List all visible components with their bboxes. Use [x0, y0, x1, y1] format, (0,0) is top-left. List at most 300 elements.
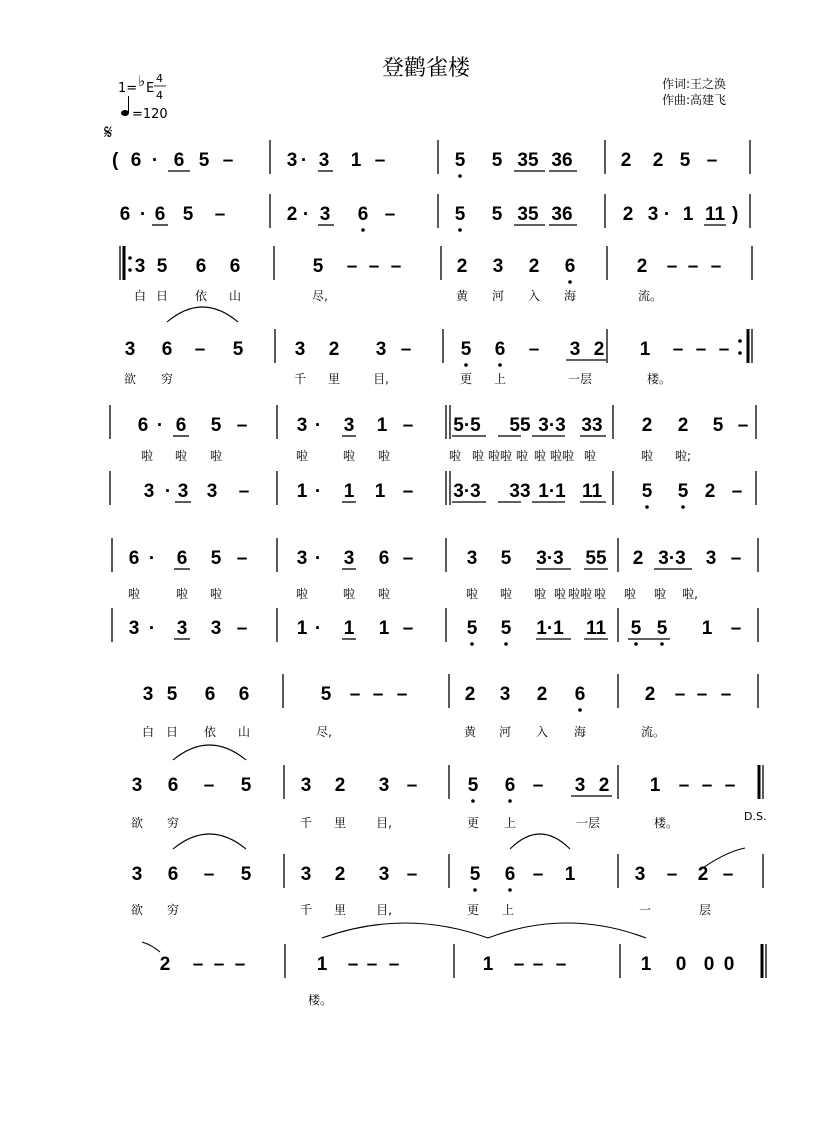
lyric: 啦, [682, 587, 698, 601]
octave-dot [508, 888, 512, 892]
note: 3 [300, 775, 312, 796]
dash-note: – [695, 339, 707, 360]
note: 3 [300, 864, 312, 885]
quarter-note-icon [121, 96, 129, 116]
note: 1 [639, 339, 651, 360]
note: 6 [238, 684, 250, 705]
note: 3 [176, 618, 188, 639]
note: 36 [551, 150, 573, 171]
note: 1 [378, 618, 390, 639]
note: 5 [320, 684, 332, 705]
lyric: 流。 [637, 289, 663, 303]
note: 3 [296, 415, 308, 436]
note: 6 [357, 204, 369, 225]
note: 6 [119, 204, 131, 225]
lyric: 楼。 [653, 816, 679, 830]
octave-dot [645, 505, 649, 509]
lyric: 上 [503, 816, 517, 830]
score-row [120, 194, 750, 232]
repeat-dot [128, 256, 132, 260]
note: 3 [492, 256, 504, 277]
lyric: 欲 [130, 903, 144, 917]
close-paren: ) [732, 204, 739, 225]
dash-note: – [722, 864, 734, 885]
note: 5 [454, 150, 466, 171]
note: 11 [704, 204, 726, 225]
note: 3 [206, 481, 218, 502]
dash-note: – [374, 150, 386, 171]
dot-note: · [300, 150, 308, 171]
dot-note: · [314, 618, 322, 639]
octave-dot [458, 174, 462, 178]
lyric: 啦 [377, 587, 391, 601]
song-title: 登鹳雀楼 [381, 56, 471, 81]
score-row [131, 745, 763, 830]
lyric: 啦 [209, 449, 223, 463]
note: 2 [620, 150, 632, 171]
dash-note: – [372, 684, 384, 705]
dash-note: – [192, 954, 204, 975]
dash-note: – [513, 954, 525, 975]
dot-note: · [314, 481, 322, 502]
note: 1 [482, 954, 494, 975]
note: 2 [528, 256, 540, 277]
note: 5 [679, 150, 691, 171]
note: 3 [124, 339, 136, 360]
lyric: 一层 [575, 816, 601, 830]
lyric: 啦 [640, 449, 654, 463]
dot-note: · [139, 204, 147, 225]
dash-note: – [347, 954, 359, 975]
note: 5 [500, 548, 512, 569]
octave-dot [464, 363, 468, 367]
score-row [131, 834, 763, 917]
lyric: 啦 [140, 449, 154, 463]
note: 3 [134, 256, 146, 277]
lyric: 千 [299, 816, 313, 830]
note: 2 [677, 415, 689, 436]
dash-note: – [666, 256, 678, 277]
lyric: 啦 [175, 587, 189, 601]
dash-note: – [402, 548, 414, 569]
lyric: 啦 [174, 449, 188, 463]
note: 2 [632, 548, 644, 569]
note: 5 [240, 775, 252, 796]
score-row [120, 246, 752, 303]
dash-note: – [674, 684, 686, 705]
note: 3 [343, 415, 355, 436]
note: 0 [703, 954, 715, 975]
dash-note: – [213, 954, 225, 975]
note: 3·3 [658, 548, 686, 569]
dash-note: – [238, 481, 250, 502]
time-signature-bottom: 4 [156, 89, 163, 102]
note: 0 [723, 954, 735, 975]
note: 3 [569, 339, 581, 360]
note: 5 [469, 864, 481, 885]
note: 3 [142, 684, 154, 705]
open-paren: ( [112, 150, 119, 171]
dot-note: · [314, 548, 322, 569]
slur [488, 923, 646, 938]
note: 3 [128, 618, 140, 639]
note: 6 [574, 684, 586, 705]
lyric: 黄 [455, 289, 469, 303]
note: 6 [161, 339, 173, 360]
note: 1 [640, 954, 652, 975]
dash-note: – [701, 775, 713, 796]
slur [173, 834, 246, 849]
dot-note: · [156, 415, 164, 436]
note: 2 [464, 684, 476, 705]
dash-note: – [672, 339, 684, 360]
note: 3 [294, 339, 306, 360]
dash-note: – [737, 415, 749, 436]
note: 5 [166, 684, 178, 705]
note: 2 [622, 204, 634, 225]
repeat-dot [738, 351, 742, 355]
lyric: 山 [237, 725, 251, 739]
lyric: 目, [373, 372, 389, 386]
dash-note: – [706, 150, 718, 171]
composer-credit: 作曲:高建飞 [662, 93, 727, 107]
note: 5 [491, 150, 503, 171]
note: 5 [467, 775, 479, 796]
score-row [142, 923, 766, 1007]
lyric: 流。 [640, 725, 666, 739]
dash-note: – [402, 415, 414, 436]
lyric: 尽, [312, 289, 328, 303]
note: 2 [328, 339, 340, 360]
lyric: 啦 [127, 587, 141, 601]
lyric: 层 [698, 903, 712, 917]
note: 11 [585, 618, 607, 639]
note: 3 [499, 684, 511, 705]
note: 1 [374, 481, 386, 502]
dash-note: – [214, 204, 226, 225]
lyric: 啦; [674, 449, 692, 463]
note: 2 [652, 150, 664, 171]
lyric: 依 [203, 725, 217, 739]
octave-dot [361, 228, 365, 232]
dash-note: – [720, 684, 732, 705]
note: 3 [378, 864, 390, 885]
octave-dot [498, 363, 502, 367]
octave-dot [470, 642, 474, 646]
lyric: 啦 [515, 449, 529, 463]
lyric: 啦 [209, 587, 223, 601]
lyric: 啦 [295, 587, 309, 601]
dash-note: – [194, 339, 206, 360]
note: 5 [630, 618, 642, 639]
dash-note: – [236, 618, 248, 639]
lyric: 啦 [533, 449, 547, 463]
lyric: 啦 [342, 587, 356, 601]
slur [142, 942, 160, 952]
lyric: 千 [299, 903, 313, 917]
dash-note: – [687, 256, 699, 277]
note: 6 [564, 256, 576, 277]
note: 1 [296, 618, 308, 639]
lyric: 啦 [623, 587, 637, 601]
note: 5 [210, 548, 222, 569]
note: 5 [656, 618, 668, 639]
note: 3 [378, 775, 390, 796]
dot-note: · [302, 204, 310, 225]
lyric: 欲 [130, 816, 144, 830]
lyric: 啦 [653, 587, 667, 601]
lyric: 啦 [499, 587, 513, 601]
note: 3 [319, 204, 331, 225]
note: 1 [350, 150, 362, 171]
note: 5 [491, 204, 503, 225]
note: 2 [644, 684, 656, 705]
note: 1 [564, 864, 576, 885]
note: 3 [705, 548, 717, 569]
note: 5·5 [453, 415, 481, 436]
lyric: 一层 [567, 372, 593, 386]
note: 5 [232, 339, 244, 360]
dash-note: – [532, 954, 544, 975]
repeat-dot [128, 268, 132, 272]
note: 6 [378, 548, 390, 569]
note: 0 [675, 954, 687, 975]
note: 6 [167, 775, 179, 796]
dash-note: – [710, 256, 722, 277]
lyric: 啦 [553, 587, 567, 601]
lyric: 楼。 [646, 372, 672, 386]
note: 3 [296, 548, 308, 569]
lyric: 更 [459, 372, 473, 386]
note: 1 [649, 775, 661, 796]
score-row [131, 140, 750, 178]
note: 6 [137, 415, 149, 436]
lyricist-credit: 作词:王之涣 [662, 77, 727, 91]
note: 35 [517, 150, 539, 171]
score-row [110, 471, 756, 509]
note: 1 [682, 204, 694, 225]
lyric: 目, [376, 903, 392, 917]
lyric: 楼。 [307, 993, 333, 1007]
lyric: 啦啦 [567, 587, 593, 601]
dash-note: – [400, 339, 412, 360]
note: 55 [585, 548, 607, 569]
dash-note: – [724, 775, 736, 796]
note: 1 [296, 481, 308, 502]
dash-note: – [346, 256, 358, 277]
note: 3 [318, 150, 330, 171]
note: 36 [551, 204, 573, 225]
note: 11 [581, 481, 603, 502]
dash-note: – [236, 548, 248, 569]
score-row [112, 538, 758, 601]
note: 5 [240, 864, 252, 885]
note: 3·3 [536, 548, 564, 569]
note: 1 [376, 415, 388, 436]
octave-dot [508, 799, 512, 803]
note: 1 [343, 481, 355, 502]
dash-note: – [532, 864, 544, 885]
dash-note: – [731, 481, 743, 502]
note: 3 [647, 204, 659, 225]
octave-dot [660, 642, 664, 646]
score-row [110, 405, 756, 463]
lyric: 海 [563, 289, 577, 303]
note: 3 [210, 618, 222, 639]
note: 6 [494, 339, 506, 360]
lyric: 入 [535, 725, 549, 739]
lyric: 尽, [316, 725, 332, 739]
note: 6 [504, 775, 516, 796]
note: 3 [375, 339, 387, 360]
lyric: 里 [327, 372, 341, 386]
dash-note: – [718, 339, 730, 360]
note: 2 [536, 684, 548, 705]
lyric: 日 [155, 289, 169, 303]
ds-marking: D.S. [744, 810, 767, 823]
note: 6 [128, 548, 140, 569]
slur [167, 307, 238, 322]
note: 5 [198, 150, 210, 171]
note: 2 [286, 204, 298, 225]
note: 2 [697, 864, 709, 885]
note: 3 [177, 481, 189, 502]
lyric: 啦 [465, 587, 479, 601]
dot-note: · [663, 204, 671, 225]
note: 2 [598, 775, 610, 796]
note: 6 [175, 415, 187, 436]
note: 3·3 [453, 481, 481, 502]
octave-dot [681, 505, 685, 509]
note: 5 [712, 415, 724, 436]
dot-note: · [151, 150, 159, 171]
note: 3 [286, 150, 298, 171]
dash-note: – [388, 954, 400, 975]
octave-dot [634, 642, 638, 646]
dot-note: · [148, 618, 156, 639]
note: 1·1 [538, 481, 566, 502]
lyric: 更 [466, 903, 480, 917]
note: 3 [131, 775, 143, 796]
lyric: 依 [194, 289, 208, 303]
lyric: 啦 [342, 449, 356, 463]
note: 2 [456, 256, 468, 277]
note: 2 [159, 954, 171, 975]
note: 2 [593, 339, 605, 360]
dash-note: – [203, 864, 215, 885]
lyric: 白 [141, 725, 155, 739]
note: 33 [581, 415, 603, 436]
dash-note: – [666, 864, 678, 885]
lyric: 啦 [471, 449, 485, 463]
lyric: 穷 [166, 816, 180, 830]
lyric: 穷 [160, 372, 174, 386]
repeat-dot [738, 339, 742, 343]
score-row [142, 674, 758, 739]
lyric: 啦啦 [549, 449, 575, 463]
note: 6 [176, 548, 188, 569]
lyric: 更 [466, 816, 480, 830]
note: 5 [466, 618, 478, 639]
lyric: 日 [165, 725, 179, 739]
note: 3·3 [538, 415, 566, 436]
note: 1 [316, 954, 328, 975]
note: 3 [143, 481, 155, 502]
note: 1 [701, 618, 713, 639]
key-letter: E [146, 81, 155, 96]
lyric: 啦啦 [487, 449, 513, 463]
octave-dot [473, 888, 477, 892]
note: 2 [636, 256, 648, 277]
note: 5 [641, 481, 653, 502]
lyric: 一 [638, 903, 652, 917]
note: 3 [466, 548, 478, 569]
lyric: 海 [573, 725, 587, 739]
lyric: 河 [498, 725, 512, 739]
dash-note: – [730, 548, 742, 569]
note: 6 [154, 204, 166, 225]
dash-note: – [696, 684, 708, 705]
note: 2 [334, 864, 346, 885]
tempo-marking: =120 [132, 107, 168, 122]
dash-note: – [678, 775, 690, 796]
note: 3 [131, 864, 143, 885]
note: 6 [130, 150, 142, 171]
octave-dot [568, 280, 572, 284]
note: 6 [504, 864, 516, 885]
octave-dot [504, 642, 508, 646]
lyric: 穷 [166, 903, 180, 917]
key-flat: ♭ [138, 72, 146, 90]
dash-note: – [396, 684, 408, 705]
dash-note: – [406, 775, 418, 796]
dash-note: – [222, 150, 234, 171]
lyric: 啦 [583, 449, 597, 463]
dot-note: · [164, 481, 172, 502]
note: 6 [229, 256, 241, 277]
note: 6 [173, 150, 185, 171]
dash-note: – [390, 256, 402, 277]
dash-note: – [555, 954, 567, 975]
note: 5 [460, 339, 472, 360]
note: 5 [677, 481, 689, 502]
dash-note: – [349, 684, 361, 705]
note: 6 [204, 684, 216, 705]
lyric: 河 [491, 289, 505, 303]
note: 1·1 [536, 618, 564, 639]
note: 5 [182, 204, 194, 225]
dash-note: – [234, 954, 246, 975]
note: 5 [156, 256, 168, 277]
slur [510, 834, 570, 849]
lyric: 白 [133, 289, 147, 303]
lyric: 欲 [123, 372, 137, 386]
lyric: 入 [527, 289, 541, 303]
octave-dot [458, 228, 462, 232]
lyric: 里 [333, 903, 347, 917]
lyric: 啦 [295, 449, 309, 463]
note: 5 [500, 618, 512, 639]
dash-note: – [203, 775, 215, 796]
note: 33 [509, 481, 531, 502]
lyric: 上 [493, 372, 507, 386]
lyric: 黄 [463, 725, 477, 739]
key-prefix: 1= [118, 81, 138, 96]
note: 3 [634, 864, 646, 885]
dot-note: · [148, 548, 156, 569]
score-row [112, 608, 758, 646]
note: 2 [641, 415, 653, 436]
